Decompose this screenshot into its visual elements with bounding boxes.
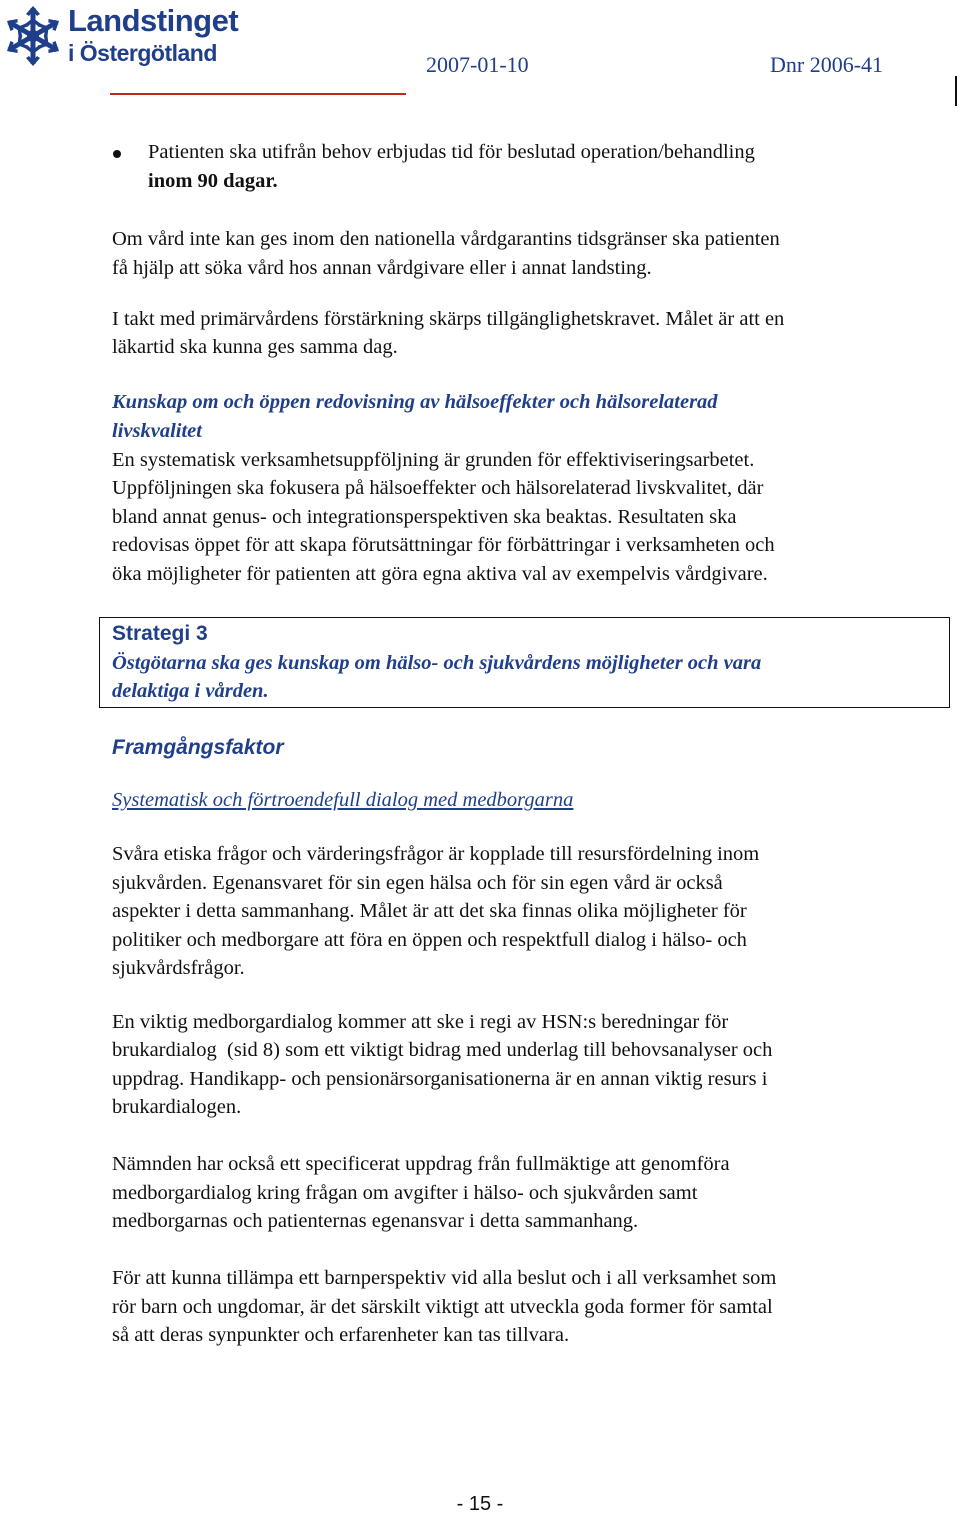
paragraph-6-line1: Nämnden har också ett specificerat uppdrag från fullmäktige att genomföra (112, 1153, 730, 1175)
paragraph-4-line5: sjukvårdsfrågor. (112, 957, 245, 979)
strategy-text-line1: Östgötarna ska ges kunskap om hälso- och sjukvårdens möjligheter och vara (112, 652, 762, 674)
factor-heading: Framgångsfaktor (112, 736, 284, 759)
paragraph-4-line2: sjukvården. Egenansvaret för sin egen hälsa och för sin egen vård är också (112, 872, 723, 894)
strategy-text-line2: delaktiga i vården. (112, 680, 269, 702)
header-date: 2007-01-10 (426, 52, 529, 77)
section-heading-line1: Kunskap om och öppen redovisning av hälsoeffekter och hälsorelaterad (112, 391, 718, 413)
paragraph-7-line1: För att kunna tillämpa ett barnperspektiv vid alla beslut och i all verksamhet som (112, 1267, 777, 1289)
paragraph-3-line4: redovisas öppet för att skapa förutsättningar för förbättringar i verksamheten och (112, 534, 775, 556)
paragraph-5-line3: uppdrag. Handikapp- och pensionärsorganisationerna är en annan viktig resurs i (112, 1068, 768, 1090)
bullet-icon (113, 150, 121, 158)
snowflake-icon (4, 4, 62, 68)
paragraph-7-line2: rör barn och ungdomar, är det särskilt viktigt att utveckla goda former för samtal (112, 1296, 773, 1318)
bullet-text-line1: Patienten ska utifrån behov erbjudas tid för beslutad operation/behandling (148, 141, 755, 163)
paragraph-4-line1: Svåra etiska frågor och värderingsfrågor är kopplade till resursfördelning inom (112, 843, 760, 865)
paragraph-1-line2: få hjälp att söka vård hos annan vårdgivare eller i annat landsting. (112, 257, 652, 279)
paragraph-2-line2: läkartid ska kunna ges samma dag. (112, 336, 398, 358)
factor-subheading: Systematisk och förtroendefull dialog med medborgarna (112, 789, 574, 811)
paragraph-3-line3: bland annat genus- och integrationsperspektiven ska beaktas. Resultaten ska (112, 506, 737, 528)
paragraph-7-line3: så att deras synpunkter och erfarenheter kan tas tillvara. (112, 1324, 570, 1346)
paragraph-6-line3: medborgarnas och patienternas egenansvar i detta sammanhang. (112, 1210, 639, 1232)
logo-wordmark-line1: Landstinget (68, 3, 239, 38)
paragraph-5-line4: brukardialogen. (112, 1096, 242, 1118)
paragraph-6-line2: medborgardialog kring frågan om avgifter i hälso- och sjukvården samt (112, 1182, 698, 1204)
header-dnr: Dnr 2006-41 (770, 52, 884, 77)
page-number: - 15 - (456, 1493, 504, 1515)
logo-wordmark-line2: i Östergötland (68, 40, 217, 66)
paragraph-3-line2: Uppföljningen ska fokusera på hälsoeffekter och hälsorelaterad livskvalitet, där (112, 477, 764, 499)
header-rule (110, 93, 406, 95)
paragraph-4-line4: politiker och medborgare att föra en öppen och respektfull dialog i hälso- och (112, 929, 747, 951)
paragraph-3-line5: öka möjligheter för patienten att göra egna aktiva val av exempelvis vårdgivare. (112, 563, 768, 585)
paragraph-4-line3: aspekter i detta sammanhang. Målet är att det ska finnas olika möjligheter för (112, 900, 747, 922)
paragraph-2-line1: I takt med primärvårdens förstärkning skärps tillgänglighetskravet. Målet är att en (112, 308, 785, 330)
paragraph-3-line1: En systematisk verksamhetsuppföljning är grunden för effektiviseringsarbetet. (112, 449, 755, 471)
paragraph-5-line1: En viktig medborgardialog kommer att ske i regi av HSN:s beredningar för (112, 1011, 729, 1033)
bullet-text-line2: inom 90 dagar. (148, 170, 278, 192)
paragraph-1-line1: Om vård inte kan ges inom den nationella vårdgarantins tidsgränser ska patienten (112, 228, 780, 250)
section-heading-line2: livskvalitet (112, 420, 202, 442)
strategy-title: Strategi 3 (112, 622, 208, 645)
margin-bar (955, 76, 957, 106)
paragraph-5-line2: brukardialog (sid 8) som ett viktigt bidrag med underlag till behovsanalyser och (112, 1039, 773, 1061)
